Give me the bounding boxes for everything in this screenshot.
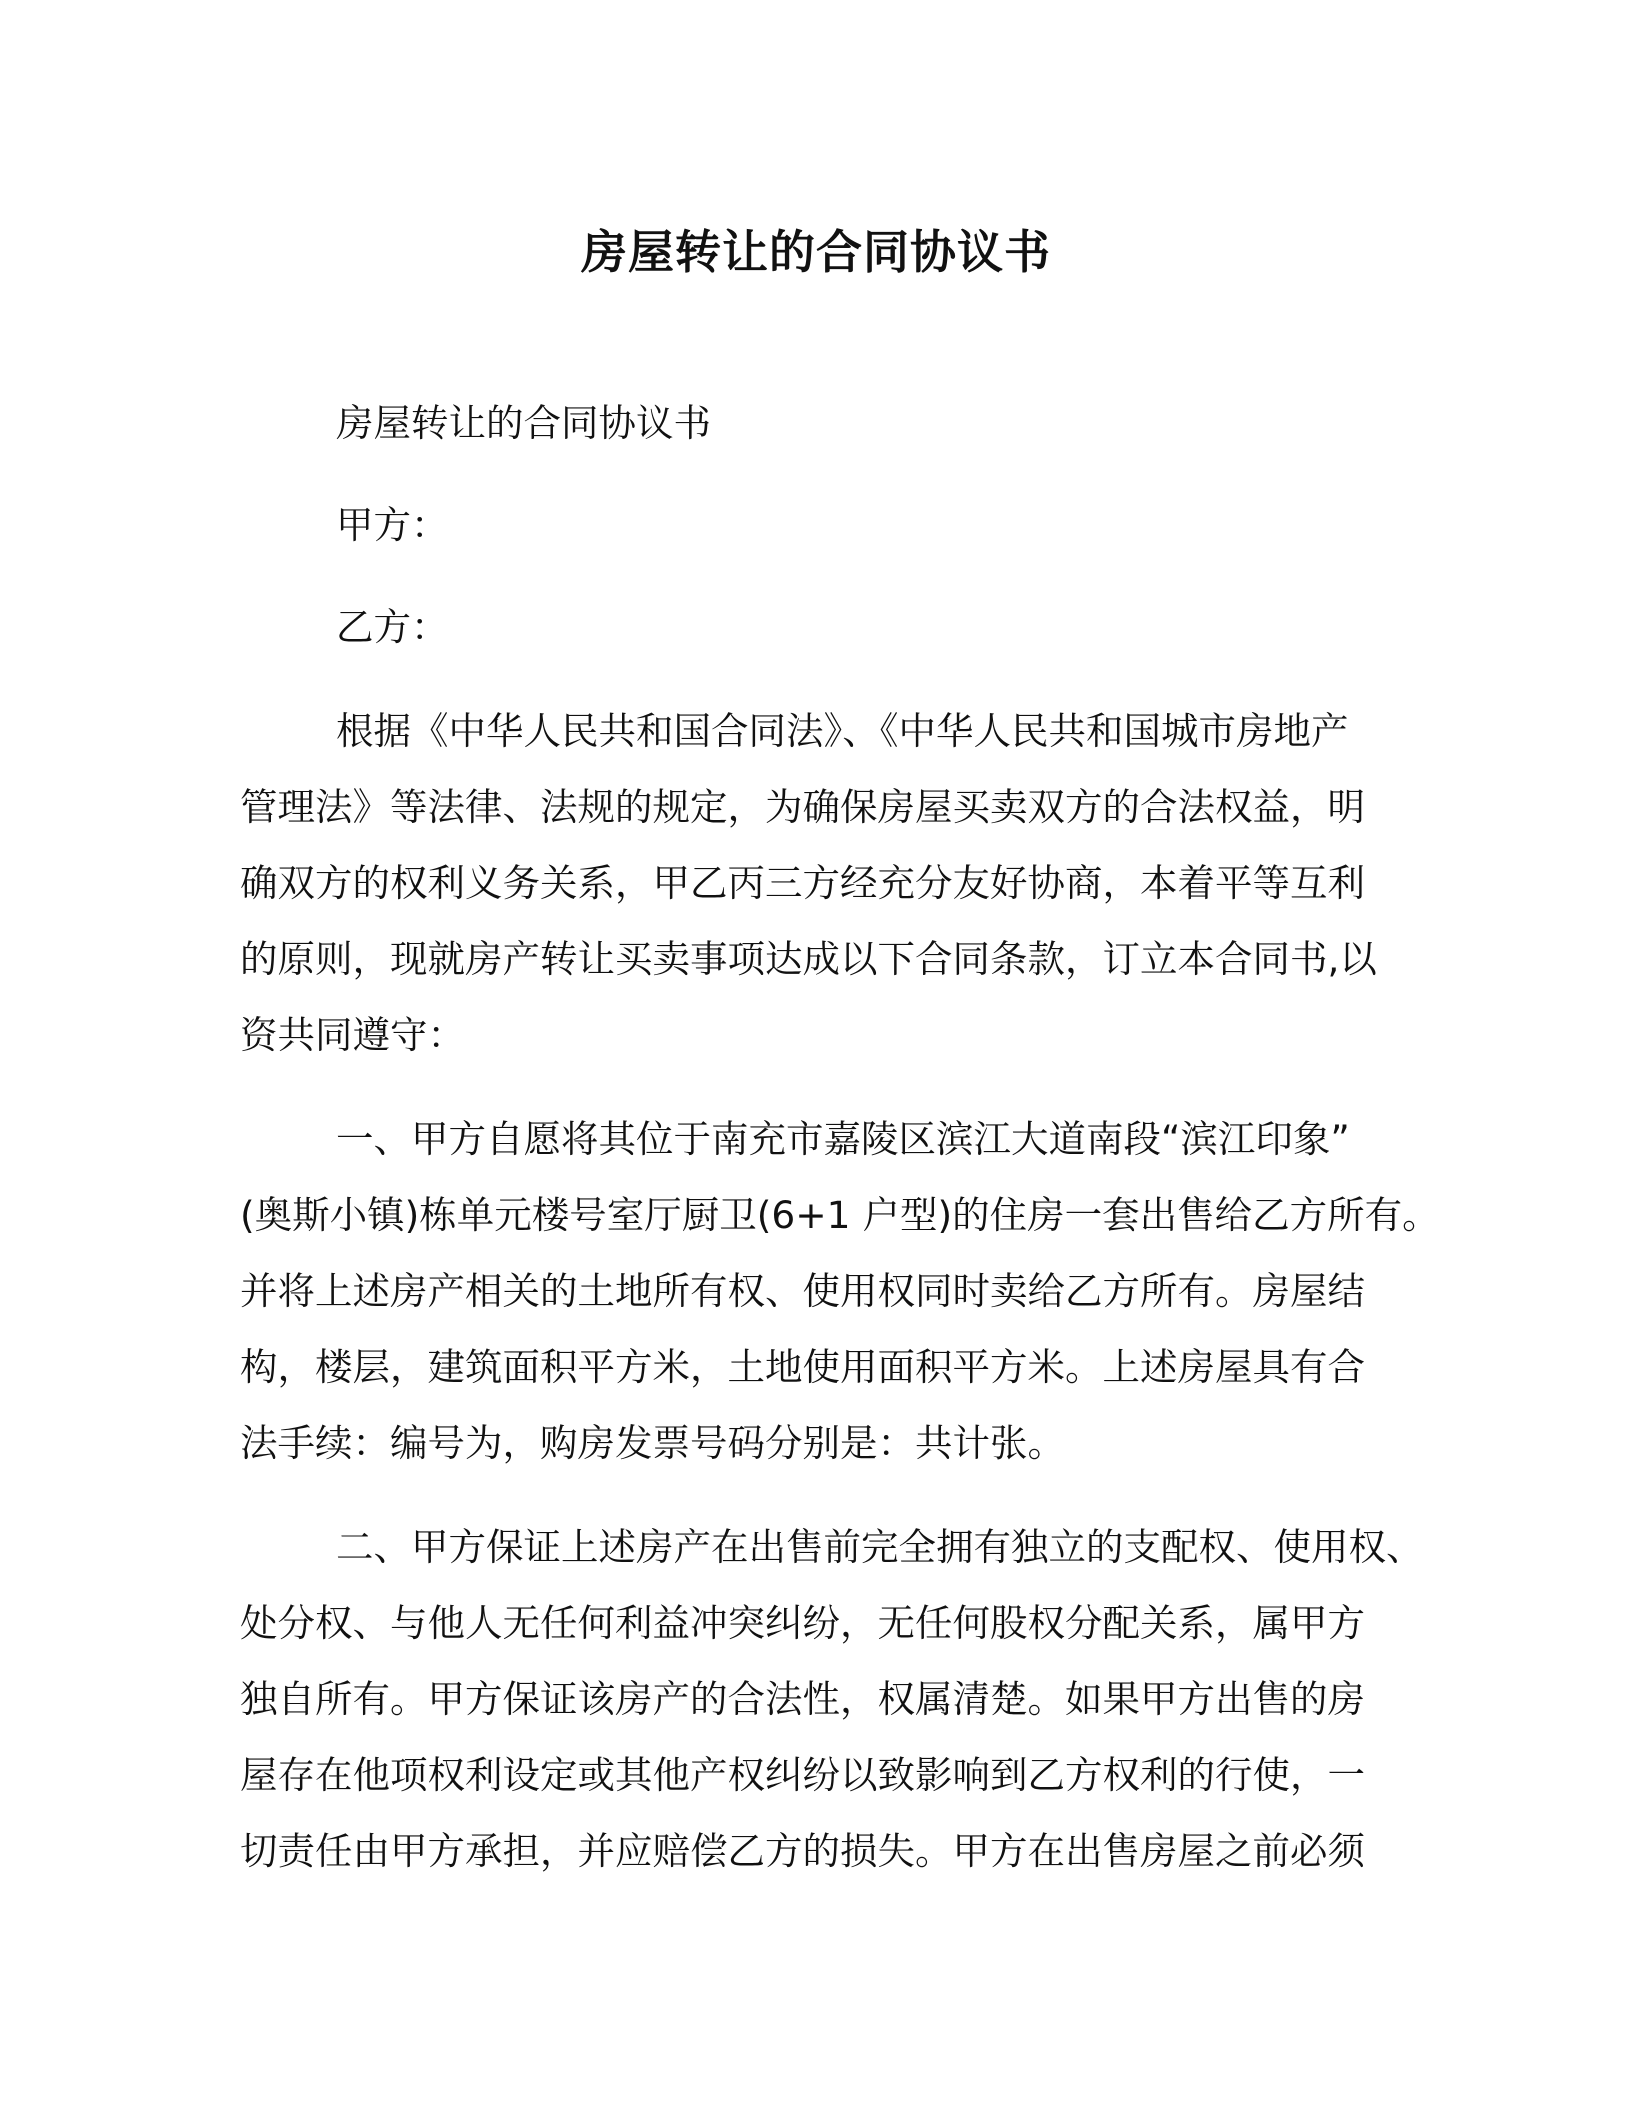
clause-1-line: 一、甲方自愿将其位于南充市嘉陵区滨江大道南段“滨江印象” (336, 1117, 1350, 1161)
preamble-line: 资共同遵守： (240, 1013, 465, 1057)
preamble-line: 的原则，现就房产转让买卖事项达成以下合同条款，订立本合同书,以 (240, 937, 1377, 981)
party-b-label: 乙方： (336, 605, 449, 649)
clause-2-line: 屋存在他项权利设定或其他产权纠纷以致影响到乙方权利的行使，一 (240, 1753, 1365, 1797)
clause-1-line: 并将上述房产相关的土地所有权、使用权同时卖给乙方所有。房屋结 (240, 1269, 1365, 1313)
clause-2-line: 处分权、与他人无任何利益冲突纠纷，无任何股权分配关系，属甲方 (240, 1601, 1365, 1645)
clause-1-line: 法手续：编号为，购房发票号码分别是：共计张。 (240, 1421, 1065, 1465)
party-a-label: 甲方： (336, 503, 449, 547)
preamble-line: 确双方的权利义务关系，甲乙丙三方经充分友好协商，本着平等互利 (240, 861, 1365, 905)
document-title: 房屋转让的合同协议书 (581, 225, 1051, 279)
preamble-line: 管理法》等法律、法规的规定，为确保房屋买卖双方的合法权益，明 (240, 785, 1365, 829)
clause-2-line: 二、甲方保证上述房产在出售前完全拥有独立的支配权、使用权、 (336, 1525, 1424, 1569)
clause-1-line: 构，楼层，建筑面积平方米，土地使用面积平方米。上述房屋具有合 (240, 1345, 1365, 1389)
clause-2-line: 独自所有。甲方保证该房产的合法性，权属清楚。如果甲方出售的房 (240, 1677, 1365, 1721)
clause-2-line: 切责任由甲方承担，并应赔偿乙方的损失。甲方在出售房屋之前必须 (240, 1829, 1365, 1873)
document-subtitle: 房屋转让的合同协议书 (336, 401, 711, 445)
preamble-line: 根据《中华人民共和国合同法》、《中华人民共和国城市房地产 (336, 709, 1349, 753)
clause-1-line: (奥斯小镇)栋单元楼号室厅厨卫(6+1 户型)的住房一套出售给乙方所有。 (240, 1193, 1440, 1237)
